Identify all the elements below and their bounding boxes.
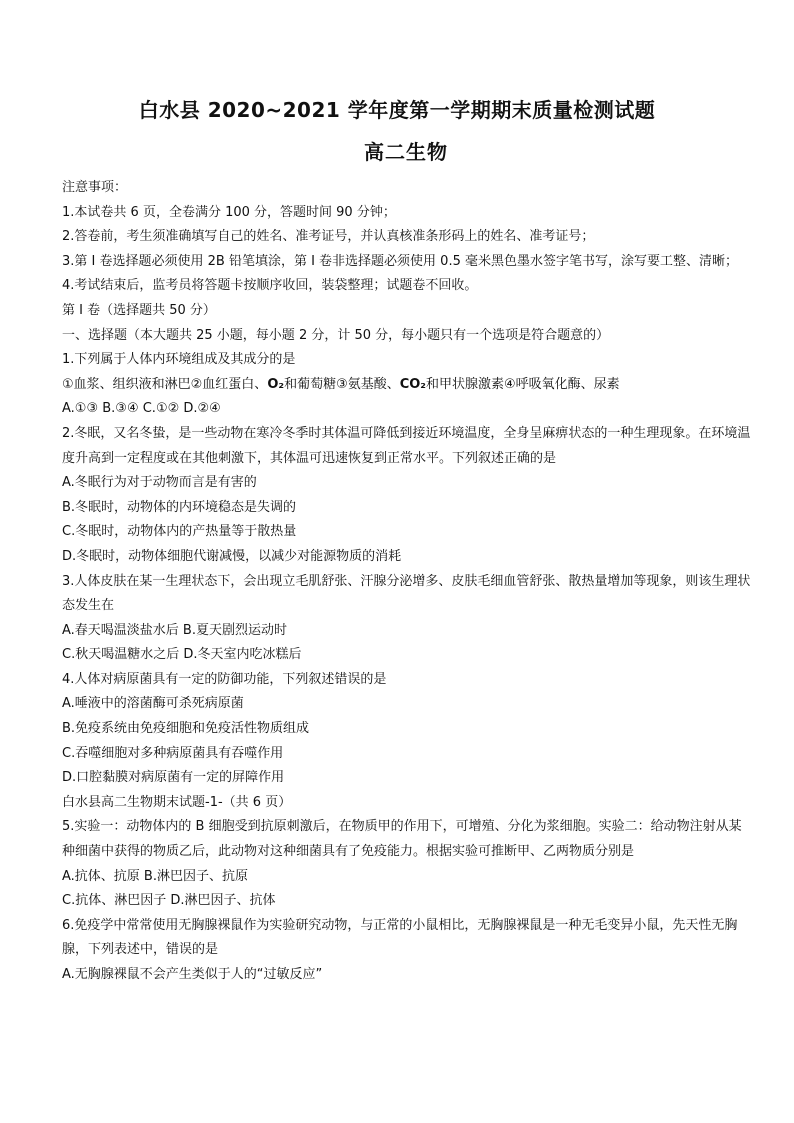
question-options: A.①③ B.③④ C.①② D.②④ bbox=[62, 401, 221, 417]
question-stem: 3.人体皮肤在某一生理状态下，会出现立毛肌舒张、汗腺分泌增多、皮肤毛细血管舒张、散热量增加等现象，则该生理状态发生在 bbox=[62, 573, 751, 614]
question-stem: 6.免疫学中常常使用无胸腺裸鼠作为实验研究动物，与正常的小鼠相比，无胸腺裸鼠是一种无毛变异小鼠，先天性无胸腺，下列表述中，错误的是 bbox=[62, 917, 738, 958]
option-c: C.冬眠时，动物体内的产热量等于散热量 bbox=[62, 524, 297, 540]
page-footer: 白水县高二生物期末试题-1-（共 6 页） bbox=[62, 794, 292, 810]
exam-content bbox=[62, 176, 752, 988]
option-c: C.吞噬细胞对多种病原菌具有吞噬作用 bbox=[62, 745, 284, 761]
question-stem: 2.冬眠，又名冬蛰，是一些动物在寒冷冬季时其体温可降低到接近环境温度，全身呈麻痹状态的一种生理现象。在环境温度升高到一定程度或在其他刺激下，其体温可迅速恢复到正常水平。下列叙述正确的是 bbox=[62, 425, 751, 466]
option-d: D.口腔黏膜对病原菌有一定的屏障作用 bbox=[62, 770, 285, 786]
part-heading: 第 I 卷（选择题共 50 分） bbox=[62, 302, 216, 318]
question-items bbox=[62, 373, 752, 398]
option-b: B.冬眠时，动物体的内环境稳态是失调的 bbox=[62, 499, 297, 515]
option-d: D.冬眠时，动物体细胞代谢减慢，以减少对能源物质的消耗 bbox=[62, 548, 402, 564]
options-cd: C.抗体、淋巴因子 D.淋巴因子、抗体 bbox=[62, 893, 276, 909]
formula-o2: O₂ bbox=[267, 376, 285, 392]
question-stem: 4.人体对病原菌具有一定的防御功能，下列叙述错误的是 bbox=[62, 671, 387, 687]
option-a: A.唾液中的溶菌酶可杀死病原菌 bbox=[62, 696, 244, 712]
formula-co2: CO₂ bbox=[399, 376, 427, 392]
question-items-part: ①血浆、组织液和淋巴②血红蛋白、 bbox=[62, 376, 268, 392]
option-a: A.冬眠行为对于动物而言是有害的 bbox=[62, 475, 257, 491]
option-b: B.免疫系统由免疫细胞和免疫活性物质组成 bbox=[62, 721, 310, 737]
exam-subject: 高二生物 bbox=[364, 140, 448, 164]
question-items-part: 和甲状腺激素④呼吸氧化酶、尿素 bbox=[426, 376, 620, 392]
options-ab: A.春天喝温淡盐水后 B.夏天剧烈运动时 bbox=[62, 622, 287, 638]
notice-item: 3.第 I 卷选择题必须使用 2B 铅笔填涂，第 I 卷非选择题必须使用 0.5 毫米黑色墨水签字笔书写，涂写要工整、清晰； bbox=[62, 253, 738, 269]
options-cd: C.秋天喝温糖水之后 D.冬天室内吃冰糕后 bbox=[62, 647, 302, 663]
notice-item: 1.本试卷共 6 页，全卷满分 100 分，答题时间 90 分钟； bbox=[62, 204, 396, 220]
notice-item: 2.答卷前，考生须准确填写自己的姓名、准考证号，并认真核准条形码上的姓名、准考证号； bbox=[62, 229, 595, 245]
question-stem: 5.实验一：动物体内的 B 细胞受到抗原刺激后，在物质甲的作用下，可增殖、分化为浆细胞。实验二：给动物注射从某种细菌中获得的物质乙后，此动物对这种细菌具有了免疫能力。根据实验可推断甲、乙两物质分别是 bbox=[62, 819, 742, 860]
notice-item: 4.考试结束后，监考员将答题卡按顺序收回，装袋整理；试题卷不回收。 bbox=[62, 278, 478, 294]
question-items-part: 和葡萄糖③氨基酸、 bbox=[284, 376, 400, 392]
options-ab: A.抗体、抗原 B.淋巴因子、抗原 bbox=[62, 868, 248, 884]
notice-heading: 注意事项： bbox=[62, 180, 128, 195]
exam-title: 白水县 2020~2021 学年度第一学期期末质量检测试题 bbox=[138, 98, 656, 122]
option-a: A.无胸腺裸鼠不会产生类似于人的“过敏反应” bbox=[62, 967, 323, 982]
question-stem: 1.下列属于人体内环境组成及其成分的是 bbox=[62, 352, 296, 368]
section-heading: 一、选择题（本大题共 25 小题，每小题 2 分，计 50 分，每小题只有一个选项是符合题意的） bbox=[62, 327, 610, 343]
